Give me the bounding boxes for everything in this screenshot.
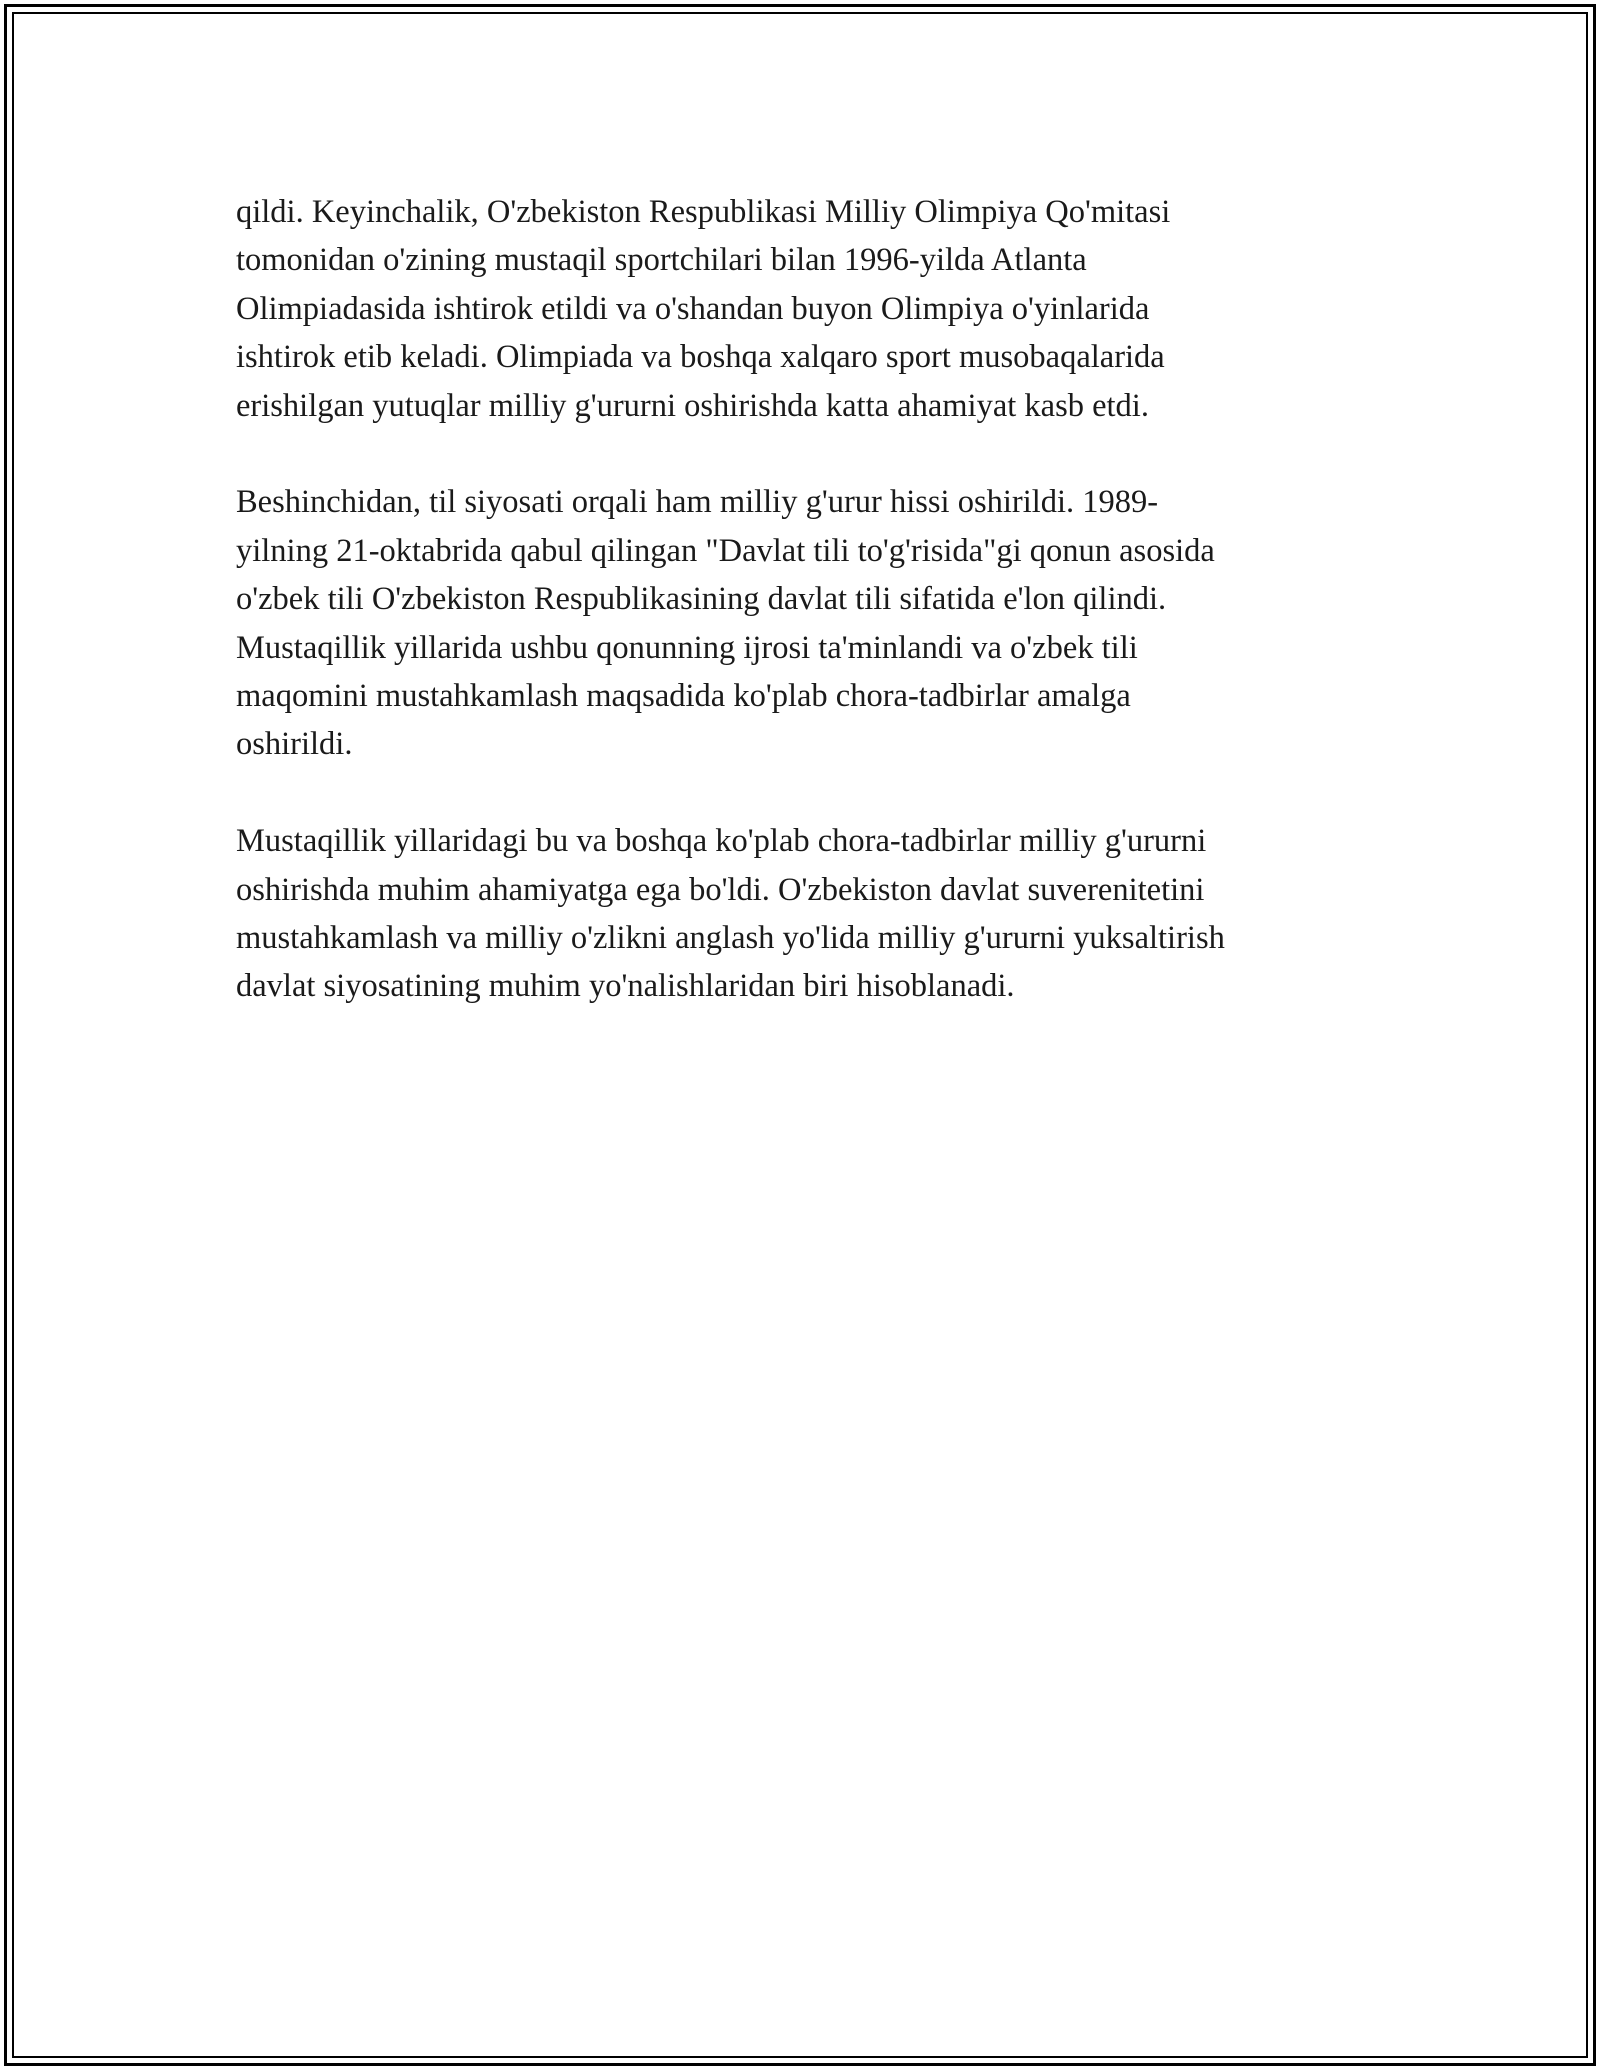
document-body — [236, 188, 1366, 1059]
text-line: oshirishda muhim ahamiyatga ega bo'ldi. O'zbekiston davlat suverenitetini — [236, 871, 1205, 908]
text-line: tomonidan o'zining mustaqil sportchilari bilan 1996-yilda Atlanta — [236, 242, 1087, 279]
paragraph-olympics — [236, 188, 1366, 430]
text-line: Olimpiadasida ishtirok etildi va o'shandan buyon Olimpiya o'yinlarida — [236, 290, 1150, 327]
text-line: o'zbek tili O'zbekiston Respublikasining davlat tili sifatida e'lon qilindi. — [236, 581, 1167, 618]
text-line: maqomini mustahkamlash maqsadida ko'plab chora-tadbirlar amalga — [236, 678, 1131, 715]
text-line: Mustaqillik yillaridagi bu va boshqa ko'plab chora-tadbirlar milliy g'ururni — [236, 823, 1207, 860]
text-line: ishtirok etib keladi. Olimpiada va boshqa xalqaro sport musobaqalarida — [236, 339, 1165, 376]
text-line: mustahkamlash va milliy o'zlikni anglash yo'lida milliy g'ururni yuksaltirish — [236, 920, 1225, 957]
text-line: oshirildi. — [236, 726, 353, 763]
text-line: davlat siyosatining muhim yo'nalishlaridan biri hisoblanadi. — [236, 968, 1015, 1005]
paragraph-conclusion — [236, 817, 1366, 1011]
paragraph-language-policy — [236, 478, 1366, 768]
text-line: Mustaqillik yillarida ushbu qonunning ijrosi ta'minlandi va o'zbek tili — [236, 629, 1138, 666]
text-line: erishilgan yutuqlar milliy g'ururni oshirishda katta ahamiyat kasb etdi. — [236, 387, 1149, 424]
text-line: qildi. Keyinchalik, O'zbekiston Respublikasi Milliy Olimpiya Qo'mitasi — [236, 194, 1171, 230]
text-line: Beshinchidan, til siyosati orqali ham milliy g'urur hissi oshirildi. 1989- — [236, 484, 1159, 521]
text-line: yilning 21-oktabrida qabul qilingan "Davlat tili to'g'risida"gi qonun asosida — [236, 532, 1215, 569]
